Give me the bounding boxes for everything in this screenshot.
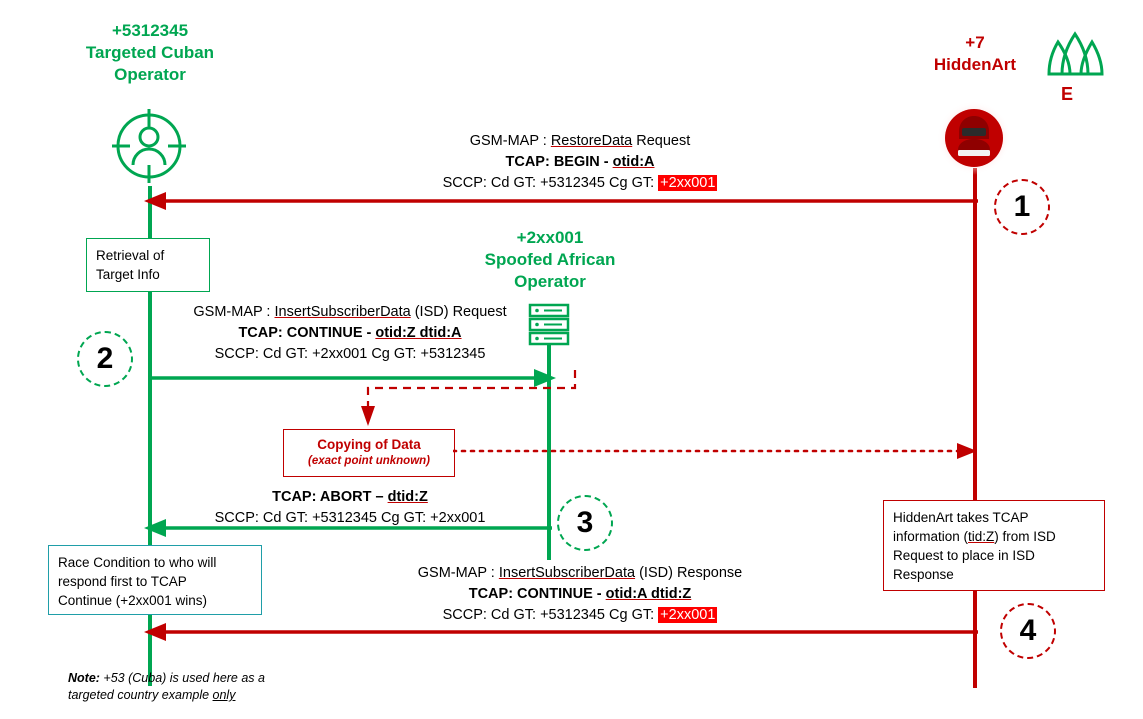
note-copying-title: Copying of Data (317, 437, 421, 452)
footnote-text: +53 (Cuba) is used here as a targeted country example (68, 671, 265, 702)
footnote (68, 670, 278, 704)
message-2-line2 (150, 323, 550, 344)
note-retrieval-target-info (86, 238, 210, 292)
actor-cuban-number: +5312345 (111, 21, 189, 40)
m2-l1-post: (ISD) Request (410, 304, 507, 320)
note-race-condition (48, 545, 262, 615)
message-3-arrow (142, 517, 554, 539)
message-1-line2 (350, 152, 810, 173)
enea-logo-text: E (1061, 84, 1074, 104)
note-hiddenart-underlined: tid:Z (968, 529, 995, 544)
note-hiddenart-post: ) from ISD Request to place in ISD Response (893, 529, 1056, 582)
m1-l1-underlined: RestoreData (550, 133, 633, 149)
enea-logo-icon (1040, 30, 1110, 82)
m4-l1-pre: GSM-MAP : (417, 565, 499, 581)
note-race-line3: Continue (+2xx001 wins) (58, 593, 207, 608)
m3-l1-pre: TCAP: ABORT – (272, 489, 388, 505)
m1-l1-pre: GSM-MAP : (469, 133, 551, 149)
m4-l1-post: (ISD) Response (635, 565, 743, 581)
actor-african-name-line1: Spoofed African (484, 250, 616, 269)
m2-l2-pre: TCAP: CONTINUE - (238, 325, 376, 341)
actor-hiddenart-name: HiddenArt (933, 55, 1017, 74)
copy-data-dashed-arrow (275, 368, 585, 428)
m1-l1-post: Request (632, 133, 691, 149)
step-marker-3: 3 (557, 495, 613, 551)
note-race-line1: Race Condition to who will (58, 555, 217, 570)
hacker-icon (936, 100, 1012, 176)
note-retrieval-line1: Retrieval of (96, 248, 165, 263)
footnote-label: Note: (68, 671, 100, 685)
m4-l3-highlight: +2xx001 (660, 607, 716, 623)
m1-l2-underlined: otid:A (612, 154, 655, 170)
message-3-line1 (155, 487, 545, 508)
copy-to-hiddenart-dotted-arrow (453, 441, 981, 461)
actor-african-label (450, 227, 650, 293)
m4-l3-pre: SCCP: Cd GT: +5312345 Cg GT: (442, 607, 659, 623)
message-4-line1 (330, 563, 830, 584)
m4-l1-underlined: InsertSubscriberData (498, 565, 636, 581)
message-1-arrow (140, 190, 980, 212)
message-1-text (350, 131, 810, 194)
step-marker-1: 1 (994, 179, 1050, 235)
actor-cuban-label (50, 20, 250, 86)
m2-l1-pre: GSM-MAP : (193, 304, 275, 320)
note-copying-subtitle: (exact point unknown) (307, 455, 431, 467)
m4-l2-underlined: otid:A dtid:Z (605, 586, 692, 602)
message-1-line1 (350, 131, 810, 152)
actor-cuban-name-line1: Targeted Cuban (85, 43, 215, 62)
m2-l1-underlined: InsertSubscriberData (274, 304, 411, 320)
person-target-icon (108, 105, 190, 187)
actor-hiddenart-number: +7 (965, 33, 985, 52)
actor-african-name-line2: Operator (514, 272, 586, 291)
message-4-text (330, 563, 830, 626)
m1-l3-pre: SCCP: Cd GT: +5312345 Cg GT: (442, 175, 659, 191)
note-copying-of-data (283, 429, 455, 477)
actor-cuban-name-line2: Operator (114, 65, 186, 84)
m1-l3-highlight: +2xx001 (660, 175, 716, 191)
step-marker-2: 2 (77, 331, 133, 387)
m1-l2-pre: TCAP: BEGIN - (505, 154, 613, 170)
note-hiddenart-pre: HiddenArt takes TCAP information ( (893, 510, 1029, 544)
lifeline-hiddenart (973, 168, 977, 688)
m4-l2-pre: TCAP: CONTINUE - (468, 586, 606, 602)
message-4-line2 (330, 584, 830, 605)
step-marker-4: 4 (1000, 603, 1056, 659)
m3-l1-underlined: dtid:Z (387, 489, 428, 505)
note-retrieval-line2: Target Info (96, 267, 160, 282)
message-2-line1 (150, 302, 550, 323)
m2-l2-underlined: otid:Z dtid:A (375, 325, 462, 341)
actor-african-number: +2xx001 (516, 228, 584, 247)
note-race-line2: respond first to TCAP (58, 574, 187, 589)
message-4-arrow (140, 621, 980, 643)
note-hiddenart-tcap (883, 500, 1105, 591)
footnote-underlined: only (212, 688, 236, 702)
message-3-line2: SCCP: Cd GT: +5312345 Cg GT: +2xx001 (214, 510, 486, 526)
message-2-line3: SCCP: Cd GT: +2xx001 Cg GT: +5312345 (214, 346, 486, 362)
message-2-text (150, 302, 550, 365)
